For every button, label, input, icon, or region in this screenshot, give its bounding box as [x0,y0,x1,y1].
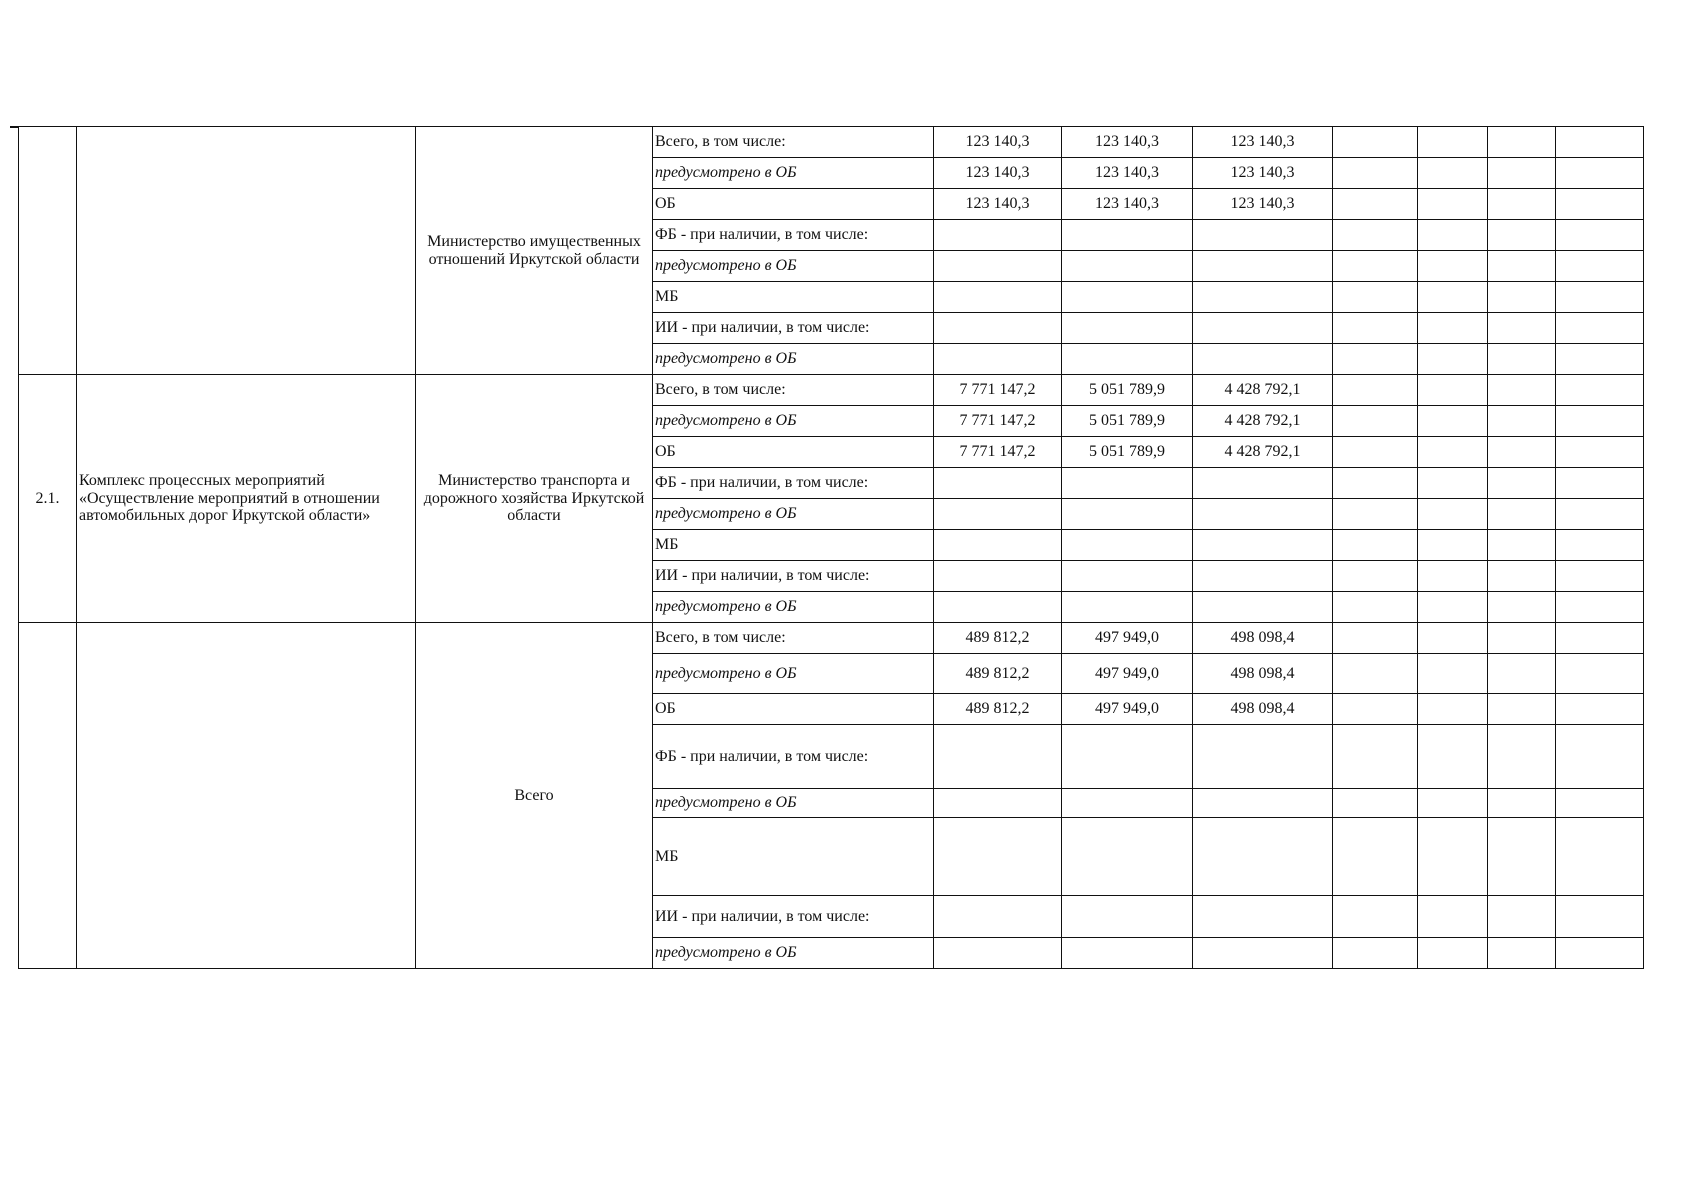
value-cell-year-4 [1333,654,1418,694]
value-cell-year-1 [934,530,1062,561]
value-cell-year-3 [1193,725,1333,789]
value-cell-year-2 [1062,896,1193,938]
value-cell-year-2: 123 140,3 [1062,127,1193,158]
value-cell-year-1: 489 812,2 [934,623,1062,654]
value-cell-year-6 [1488,220,1556,251]
value-cell-year-7 [1556,406,1644,437]
value-cell-year-2 [1062,725,1193,789]
value-cell-year-1 [934,282,1062,313]
executor-cell: Всего [416,623,653,969]
value-cell-year-6 [1488,694,1556,725]
value-cell-year-4 [1333,694,1418,725]
value-cell-year-3 [1193,499,1333,530]
value-cell-year-1 [934,818,1062,896]
value-cell-year-4 [1333,561,1418,592]
value-cell-year-5 [1418,375,1488,406]
value-cell-year-1 [934,468,1062,499]
value-cell-year-3 [1193,344,1333,375]
value-cell-year-2 [1062,561,1193,592]
value-cell-year-1 [934,592,1062,623]
value-cell-year-6 [1488,158,1556,189]
value-cell-year-4 [1333,818,1418,896]
value-cell-year-3 [1193,313,1333,344]
value-cell-year-4 [1333,623,1418,654]
value-cell-year-1: 7 771 147,2 [934,437,1062,468]
value-cell-year-6 [1488,127,1556,158]
funding-source-label: МБ [653,530,934,561]
budget-table-container [18,126,1644,969]
budget-table-body [19,127,1644,969]
value-cell-year-3: 123 140,3 [1193,127,1333,158]
value-cell-year-2: 123 140,3 [1062,158,1193,189]
value-cell-year-7 [1556,896,1644,938]
value-cell-year-2 [1062,220,1193,251]
value-cell-year-2 [1062,468,1193,499]
value-cell-year-6 [1488,468,1556,499]
value-cell-year-4 [1333,789,1418,818]
value-cell-year-5 [1418,437,1488,468]
funding-source-label: ОБ [653,437,934,468]
value-cell-year-7 [1556,938,1644,969]
executor-cell: Министерство имущественных отношений Иркутской области [416,127,653,375]
value-cell-year-1 [934,344,1062,375]
item-number-cell: 2.1. [19,375,77,623]
page-corner-mark [10,126,18,128]
value-cell-year-5 [1418,220,1488,251]
value-cell-year-3: 4 428 792,1 [1193,437,1333,468]
value-cell-year-3: 4 428 792,1 [1193,406,1333,437]
value-cell-year-6 [1488,406,1556,437]
value-cell-year-3 [1193,251,1333,282]
table-row [19,623,1644,654]
value-cell-year-3 [1193,818,1333,896]
value-cell-year-3 [1193,530,1333,561]
funding-source-label: предусмотрено в ОБ [653,938,934,969]
item-name-cell [77,127,416,375]
funding-source-label: ОБ [653,189,934,220]
value-cell-year-2 [1062,789,1193,818]
value-cell-year-5 [1418,623,1488,654]
value-cell-year-5 [1418,158,1488,189]
value-cell-year-2 [1062,313,1193,344]
value-cell-year-3: 123 140,3 [1193,189,1333,220]
value-cell-year-5 [1418,592,1488,623]
value-cell-year-6 [1488,189,1556,220]
value-cell-year-4 [1333,251,1418,282]
value-cell-year-5 [1418,344,1488,375]
value-cell-year-7 [1556,158,1644,189]
value-cell-year-7 [1556,251,1644,282]
value-cell-year-4 [1333,344,1418,375]
funding-source-label: ФБ - при наличии, в том числе: [653,220,934,251]
value-cell-year-6 [1488,251,1556,282]
value-cell-year-2: 123 140,3 [1062,189,1193,220]
value-cell-year-4 [1333,127,1418,158]
value-cell-year-7 [1556,313,1644,344]
value-cell-year-7 [1556,561,1644,592]
value-cell-year-2 [1062,530,1193,561]
value-cell-year-1: 123 140,3 [934,127,1062,158]
value-cell-year-3: 498 098,4 [1193,654,1333,694]
budget-table [18,126,1644,969]
value-cell-year-5 [1418,282,1488,313]
value-cell-year-1 [934,220,1062,251]
value-cell-year-5 [1418,694,1488,725]
value-cell-year-4 [1333,437,1418,468]
value-cell-year-4 [1333,375,1418,406]
value-cell-year-7 [1556,468,1644,499]
value-cell-year-2 [1062,592,1193,623]
value-cell-year-1 [934,499,1062,530]
value-cell-year-7 [1556,818,1644,896]
value-cell-year-3: 498 098,4 [1193,623,1333,654]
value-cell-year-7 [1556,592,1644,623]
value-cell-year-7 [1556,654,1644,694]
value-cell-year-7 [1556,789,1644,818]
value-cell-year-3 [1193,938,1333,969]
funding-source-label: предусмотрено в ОБ [653,251,934,282]
table-row [19,375,1644,406]
value-cell-year-3: 123 140,3 [1193,158,1333,189]
value-cell-year-7 [1556,282,1644,313]
executor-cell: Министерство транспорта и дорожного хозяйства Иркутской области [416,375,653,623]
value-cell-year-5 [1418,251,1488,282]
funding-source-label: ФБ - при наличии, в том числе: [653,468,934,499]
value-cell-year-7 [1556,220,1644,251]
value-cell-year-3 [1193,468,1333,499]
value-cell-year-1 [934,938,1062,969]
funding-source-label: ИИ - при наличии, в том числе: [653,561,934,592]
value-cell-year-6 [1488,437,1556,468]
value-cell-year-5 [1418,530,1488,561]
value-cell-year-7 [1556,623,1644,654]
value-cell-year-6 [1488,313,1556,344]
value-cell-year-1: 7 771 147,2 [934,375,1062,406]
value-cell-year-1: 7 771 147,2 [934,406,1062,437]
value-cell-year-3: 4 428 792,1 [1193,375,1333,406]
value-cell-year-3 [1193,220,1333,251]
funding-source-label: предусмотрено в ОБ [653,789,934,818]
value-cell-year-3 [1193,282,1333,313]
value-cell-year-5 [1418,654,1488,694]
value-cell-year-2 [1062,251,1193,282]
value-cell-year-3: 498 098,4 [1193,694,1333,725]
value-cell-year-4 [1333,406,1418,437]
value-cell-year-7 [1556,530,1644,561]
value-cell-year-7 [1556,189,1644,220]
value-cell-year-5 [1418,468,1488,499]
value-cell-year-2: 497 949,0 [1062,654,1193,694]
funding-source-label: предусмотрено в ОБ [653,499,934,530]
value-cell-year-5 [1418,313,1488,344]
value-cell-year-6 [1488,623,1556,654]
item-name-cell [77,623,416,969]
value-cell-year-6 [1488,789,1556,818]
value-cell-year-1 [934,313,1062,344]
value-cell-year-5 [1418,406,1488,437]
value-cell-year-4 [1333,499,1418,530]
value-cell-year-6 [1488,282,1556,313]
value-cell-year-6 [1488,654,1556,694]
value-cell-year-2 [1062,282,1193,313]
value-cell-year-2: 5 051 789,9 [1062,437,1193,468]
value-cell-year-6 [1488,896,1556,938]
table-row [19,127,1644,158]
value-cell-year-7 [1556,127,1644,158]
value-cell-year-5 [1418,789,1488,818]
funding-source-label: предусмотрено в ОБ [653,344,934,375]
value-cell-year-5 [1418,896,1488,938]
value-cell-year-3 [1193,561,1333,592]
value-cell-year-7 [1556,344,1644,375]
funding-source-label: предусмотрено в ОБ [653,592,934,623]
funding-source-label: Всего, в том числе: [653,127,934,158]
funding-source-label: ИИ - при наличии, в том числе: [653,313,934,344]
value-cell-year-1 [934,725,1062,789]
value-cell-year-5 [1418,561,1488,592]
value-cell-year-1: 123 140,3 [934,189,1062,220]
value-cell-year-4 [1333,468,1418,499]
value-cell-year-5 [1418,499,1488,530]
value-cell-year-6 [1488,938,1556,969]
value-cell-year-5 [1418,127,1488,158]
value-cell-year-4 [1333,158,1418,189]
item-number-cell [19,623,77,969]
value-cell-year-4 [1333,282,1418,313]
funding-source-label: МБ [653,282,934,313]
value-cell-year-6 [1488,499,1556,530]
value-cell-year-2 [1062,938,1193,969]
value-cell-year-1: 123 140,3 [934,158,1062,189]
value-cell-year-5 [1418,818,1488,896]
value-cell-year-2 [1062,499,1193,530]
value-cell-year-5 [1418,725,1488,789]
value-cell-year-2: 5 051 789,9 [1062,375,1193,406]
value-cell-year-3 [1193,789,1333,818]
funding-source-label: предусмотрено в ОБ [653,158,934,189]
value-cell-year-2: 5 051 789,9 [1062,406,1193,437]
value-cell-year-6 [1488,725,1556,789]
value-cell-year-7 [1556,375,1644,406]
funding-source-label: МБ [653,818,934,896]
value-cell-year-4 [1333,938,1418,969]
value-cell-year-4 [1333,189,1418,220]
value-cell-year-4 [1333,896,1418,938]
value-cell-year-5 [1418,938,1488,969]
value-cell-year-7 [1556,725,1644,789]
funding-source-label: ОБ [653,694,934,725]
value-cell-year-6 [1488,561,1556,592]
value-cell-year-2 [1062,344,1193,375]
value-cell-year-1 [934,896,1062,938]
value-cell-year-2: 497 949,0 [1062,623,1193,654]
value-cell-year-2: 497 949,0 [1062,694,1193,725]
value-cell-year-1 [934,561,1062,592]
funding-source-label: ФБ - при наличии, в том числе: [653,725,934,789]
value-cell-year-6 [1488,818,1556,896]
value-cell-year-1: 489 812,2 [934,694,1062,725]
value-cell-year-2 [1062,818,1193,896]
value-cell-year-4 [1333,313,1418,344]
value-cell-year-7 [1556,694,1644,725]
value-cell-year-3 [1193,592,1333,623]
value-cell-year-7 [1556,499,1644,530]
value-cell-year-4 [1333,592,1418,623]
value-cell-year-1 [934,789,1062,818]
funding-source-label: Всего, в том числе: [653,375,934,406]
value-cell-year-6 [1488,530,1556,561]
value-cell-year-6 [1488,592,1556,623]
item-number-cell [19,127,77,375]
value-cell-year-5 [1418,189,1488,220]
value-cell-year-4 [1333,530,1418,561]
value-cell-year-3 [1193,896,1333,938]
value-cell-year-6 [1488,375,1556,406]
funding-source-label: Всего, в том числе: [653,623,934,654]
item-name-cell: Комплекс процессных мероприятий «Осуществление мероприятий в отношении автомобильных дорог Иркутской области» [77,375,416,623]
funding-source-label: ИИ - при наличии, в том числе: [653,896,934,938]
funding-source-label: предусмотрено в ОБ [653,654,934,694]
value-cell-year-1: 489 812,2 [934,654,1062,694]
value-cell-year-1 [934,251,1062,282]
value-cell-year-4 [1333,725,1418,789]
value-cell-year-4 [1333,220,1418,251]
value-cell-year-7 [1556,437,1644,468]
funding-source-label: предусмотрено в ОБ [653,406,934,437]
value-cell-year-6 [1488,344,1556,375]
